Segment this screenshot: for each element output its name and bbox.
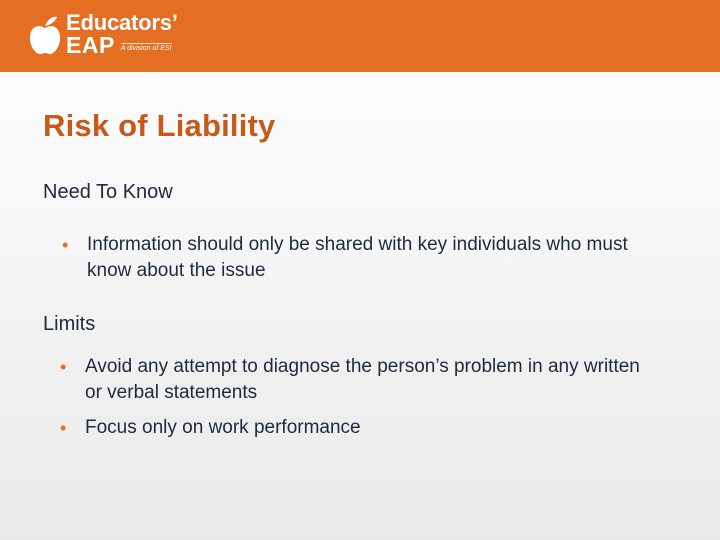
apple-icon bbox=[28, 12, 62, 56]
logo-eap: EAP bbox=[66, 32, 115, 58]
brand-logo bbox=[28, 10, 178, 62]
bullet-list-limits bbox=[58, 354, 648, 450]
logo-text bbox=[66, 10, 178, 57]
list-item: • Focus only on work performance bbox=[58, 415, 648, 441]
slide-title: Risk of Liability bbox=[43, 108, 276, 143]
header-bar bbox=[0, 0, 720, 72]
list-item: • Avoid any attempt to diagnose the person’s problem in any written or verbal statements bbox=[60, 356, 640, 403]
bullet-list-need-to-know bbox=[60, 232, 650, 293]
section-heading-need-to-know: Need To Know bbox=[43, 181, 173, 203]
logo-tagline: A division of ESI bbox=[120, 45, 172, 52]
list-item: • Information should only be shared with key individuals who must know about the issue bbox=[62, 234, 628, 281]
bullet-dot-icon: • bbox=[62, 235, 69, 255]
bullet-dot-icon: • bbox=[60, 418, 67, 438]
bullet-dot-icon: • bbox=[60, 357, 67, 377]
logo-wordmark: Educators’ bbox=[66, 10, 178, 35]
section-heading-limits: Limits bbox=[43, 313, 96, 335]
